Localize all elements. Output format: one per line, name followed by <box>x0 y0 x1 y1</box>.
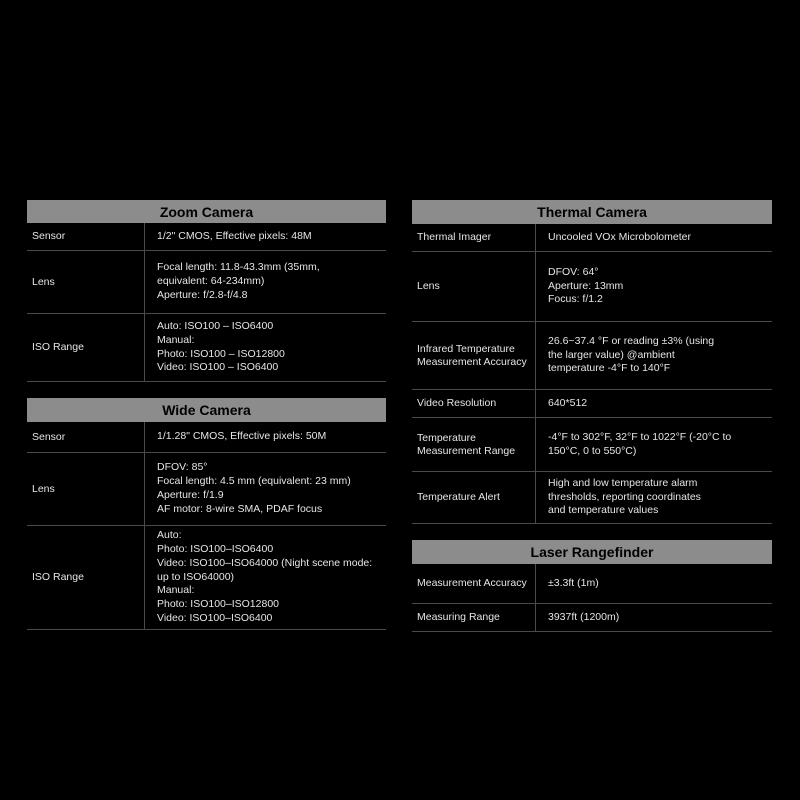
value-line: 26.6~37.4 °F or reading ±3% (using <box>548 334 715 347</box>
wide-camera-header: Wide Camera <box>27 398 386 422</box>
zoom-lens-label: Lens <box>27 251 145 313</box>
thermal-lens-row <box>412 252 772 322</box>
thermal-resolution-label: Video Resolution <box>412 390 536 417</box>
value-line: 640*512 <box>548 396 588 409</box>
zoom-iso-value <box>145 314 293 381</box>
thermal-imager-value <box>536 224 699 251</box>
value-line: Video: ISO100–ISO6400 <box>157 611 273 624</box>
wide-camera-table <box>27 398 386 630</box>
value-line: Photo: ISO100–ISO12800 <box>157 598 280 611</box>
wide-sensor-value <box>145 422 334 452</box>
thermal-alert-row <box>412 472 772 524</box>
thermal-lens-value <box>536 252 631 321</box>
value-line: up to ISO64000) <box>157 570 235 583</box>
zoom-camera-table <box>27 200 386 382</box>
thermal-accuracy-value <box>536 322 722 389</box>
zoom-iso-label: ISO Range <box>27 314 145 381</box>
value-line: Aperture: f/2.8-f/4.8 <box>157 288 248 301</box>
thermal-range-label: Temperature Measurement Range <box>412 418 536 471</box>
value-line: and temperature values <box>548 504 659 517</box>
value-line: Auto: ISO100 – ISO6400 <box>157 319 274 332</box>
wide-iso-row <box>27 526 386 630</box>
thermal-alert-label: Temperature Alert <box>412 472 536 523</box>
value-line: Photo: ISO100–ISO6400 <box>157 543 274 555</box>
wide-lens-row <box>27 453 386 526</box>
thermal-range-value <box>536 418 739 471</box>
value-line: Uncooled VOx Microbolometer <box>548 230 691 243</box>
value-line: DFOV: 85° <box>157 461 208 474</box>
wide-sensor-row <box>27 422 386 453</box>
laser-accuracy-label: Measurement Accuracy <box>412 564 536 603</box>
value-line: Video: ISO100 – ISO6400 <box>157 361 279 374</box>
value-line: High and low temperature alarm <box>548 476 698 489</box>
thermal-lens-label: Lens <box>412 252 536 321</box>
value-line: -4°F to 302°F, 32°F to 1022°F (-20°C to <box>548 430 732 443</box>
value-line: Video: ISO100–ISO64000 (Night scene mode: <box>157 556 373 569</box>
value-line: 150°C, 0 to 550°C) <box>548 444 637 457</box>
zoom-sensor-label: Sensor <box>27 223 145 250</box>
thermal-imager-label: Thermal Imager <box>412 224 536 251</box>
wide-iso-label: ISO Range <box>27 526 145 629</box>
thermal-camera-table <box>412 200 772 524</box>
laser-range-label: Measuring Range <box>412 604 536 631</box>
value-line: Auto: <box>157 529 182 542</box>
thermal-range-row <box>412 418 772 472</box>
value-line: the larger value) @ambient <box>548 348 675 361</box>
thermal-resolution-value <box>536 390 595 417</box>
laser-range-value <box>536 604 627 631</box>
value-line: Manual: <box>157 333 195 346</box>
value-line: equivalent: 64-234mm) <box>157 275 265 288</box>
value-line: 1/1.28" CMOS, Effective pixels: 50M <box>157 430 327 443</box>
zoom-iso-row <box>27 314 386 382</box>
laser-rangefinder-header: Laser Rangefinder <box>412 540 772 564</box>
wide-lens-label: Lens <box>27 453 145 525</box>
value-line: 3937ft (1200m) <box>548 610 620 623</box>
thermal-imager-row <box>412 224 772 252</box>
value-line: DFOV: 64° <box>548 265 599 278</box>
value-line: thresholds, reporting coordinates <box>548 490 701 503</box>
laser-accuracy-row <box>412 564 772 604</box>
zoom-lens-value <box>145 251 328 313</box>
wide-iso-value <box>145 526 380 629</box>
thermal-accuracy-row <box>412 322 772 390</box>
value-line: Focus: f/1.2 <box>548 293 603 306</box>
thermal-accuracy-label: Infrared Temperature Measurement Accuracy <box>412 322 536 389</box>
value-line: Photo: ISO100 – ISO12800 <box>157 347 285 360</box>
value-line: Aperture: 13mm <box>548 279 624 292</box>
value-line: Focal length: 4.5 mm (equivalent: 23 mm) <box>157 475 351 488</box>
laser-accuracy-value <box>536 564 607 603</box>
value-line: Manual: <box>157 584 195 597</box>
laser-rangefinder-table <box>412 540 772 632</box>
value-line: ±3.3ft (1m) <box>548 576 599 589</box>
zoom-camera-header: Zoom Camera <box>27 200 386 223</box>
zoom-sensor-value <box>145 223 320 250</box>
thermal-resolution-row <box>412 390 772 418</box>
value-line: Aperture: f/1.9 <box>157 489 224 501</box>
value-line: 1/2" CMOS, Effective pixels: 48M <box>157 229 312 242</box>
thermal-camera-header: Thermal Camera <box>412 200 772 224</box>
zoom-lens-row <box>27 251 386 314</box>
value-line: temperature -4°F to 140°F <box>548 362 671 375</box>
value-line: Focal length: 11.8-43.3mm (35mm, <box>157 261 320 274</box>
wide-lens-value <box>145 453 359 525</box>
zoom-sensor-row <box>27 223 386 251</box>
thermal-alert-value <box>536 472 709 523</box>
value-line: AF motor: 8-wire SMA, PDAF focus <box>157 502 323 515</box>
wide-sensor-label: Sensor <box>27 422 145 452</box>
laser-range-row <box>412 604 772 632</box>
